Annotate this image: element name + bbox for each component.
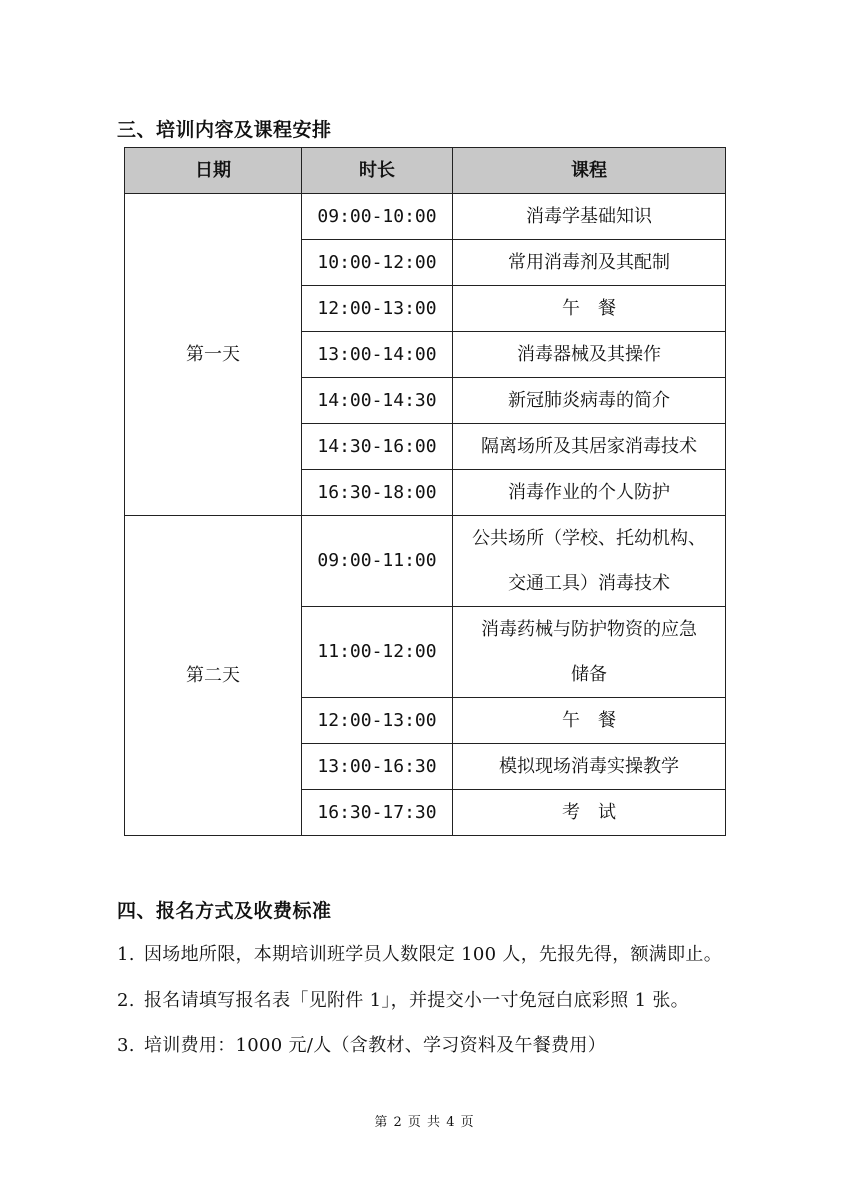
- course-cell: 模拟现场消毒实操教学: [453, 744, 726, 790]
- course-cell: 考 试: [453, 790, 726, 836]
- time-cell: 12:00-13:00: [302, 286, 453, 332]
- page-footer: 第 2 页 共 4 页: [374, 1115, 475, 1130]
- list-item: [117, 940, 722, 966]
- table-row: [125, 516, 726, 607]
- time-cell: 14:00-14:30: [302, 378, 453, 424]
- course-cell: 隔离场所及其居家消毒技术: [453, 424, 726, 470]
- list-item-number: 3.: [117, 1035, 135, 1056]
- time-cell: 10:00-12:00: [302, 240, 453, 286]
- course-cell: 午 餐: [453, 286, 726, 332]
- course-line: 消毒药械与防护物资的应急: [481, 619, 697, 640]
- header-date: 日期: [125, 148, 302, 194]
- course-cell: 消毒学基础知识: [453, 194, 726, 240]
- section-4-heading: 四、报名方式及收费标准: [117, 900, 332, 922]
- course-cell: 午 餐: [453, 698, 726, 744]
- time-cell: 13:00-16:30: [302, 744, 453, 790]
- header-course: 课程: [453, 148, 726, 194]
- header-duration: 时长: [302, 148, 453, 194]
- course-line: 交通工具）消毒技术: [508, 573, 670, 594]
- list-item-text: 培训费用：1000 元/人（含教材、学习资料及午餐费用）: [144, 1035, 606, 1056]
- list-item-number: 2.: [117, 990, 135, 1011]
- time-cell: 09:00-11:00: [302, 516, 453, 607]
- time-cell: 14:30-16:00: [302, 424, 453, 470]
- day-two-cell: 第二天: [125, 516, 302, 836]
- list-item: [117, 986, 689, 1012]
- time-cell: 11:00-12:00: [302, 607, 453, 698]
- list-item-text: 报名请填写报名表「见附件 1」，并提交小一寸免冠白底彩照 1 张。: [144, 990, 689, 1011]
- course-line: 储备: [571, 664, 607, 685]
- time-cell: 16:30-17:30: [302, 790, 453, 836]
- course-cell: 常用消毒剂及其配制: [453, 240, 726, 286]
- time-cell: 12:00-13:00: [302, 698, 453, 744]
- time-cell: 09:00-10:00: [302, 194, 453, 240]
- table-row: [125, 194, 726, 240]
- course-schedule-table: [124, 147, 726, 836]
- list-item-number: 1.: [117, 944, 135, 965]
- list-item-text: 因场地所限，本期培训班学员人数限定 100 人，先报先得，额满即止。: [144, 944, 722, 965]
- time-cell: 16:30-18:00: [302, 470, 453, 516]
- course-cell: [453, 607, 726, 698]
- course-cell: 消毒器械及其操作: [453, 332, 726, 378]
- table-header-row: [125, 148, 726, 194]
- time-cell: 13:00-14:00: [302, 332, 453, 378]
- list-item: [117, 1031, 606, 1057]
- section-3-heading: 三、培训内容及课程安排: [117, 119, 332, 141]
- course-cell: [453, 516, 726, 607]
- day-one-cell: 第一天: [125, 194, 302, 516]
- course-line: 公共场所（学校、托幼机构、: [472, 528, 706, 549]
- course-cell: 消毒作业的个人防护: [453, 470, 726, 516]
- course-cell: 新冠肺炎病毒的简介: [453, 378, 726, 424]
